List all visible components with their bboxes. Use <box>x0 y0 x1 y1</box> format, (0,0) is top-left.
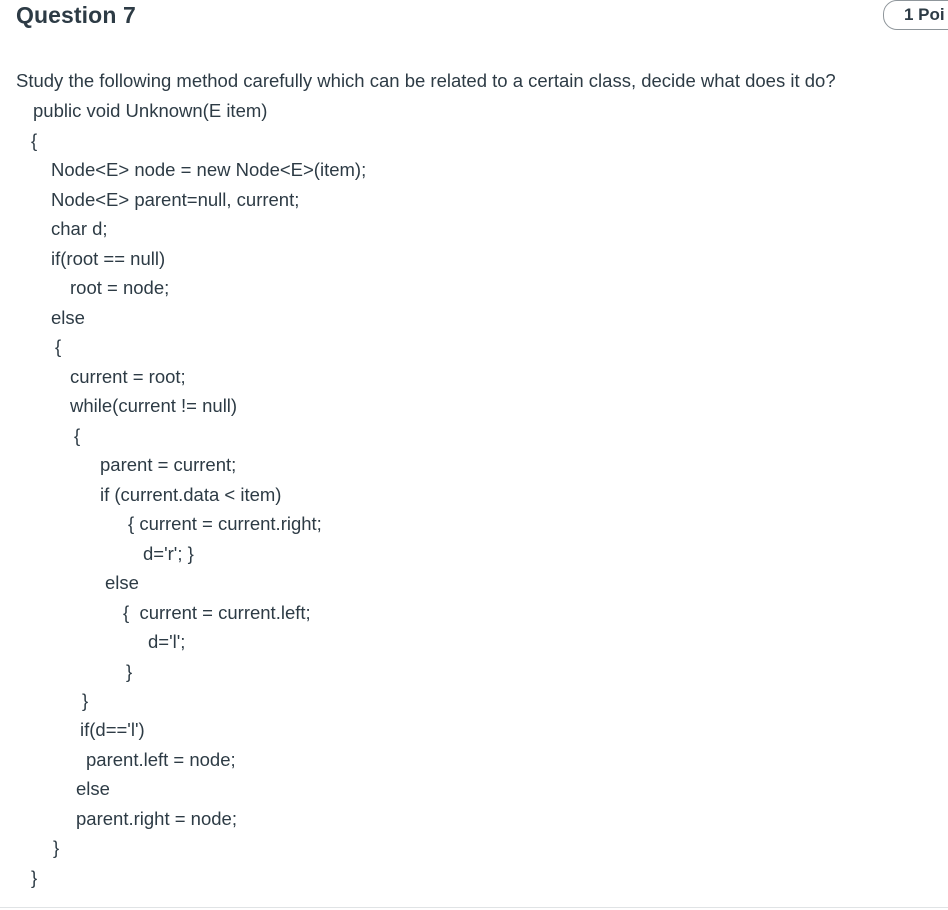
code-line: else <box>105 572 139 593</box>
code-line: root = node; <box>70 277 170 298</box>
code-line: { current = current.left; <box>123 602 311 623</box>
code-line: parent.left = node; <box>86 749 236 770</box>
code-line: parent = current; <box>100 454 237 475</box>
code-line: else <box>76 778 110 799</box>
code-line: if(root == null) <box>51 248 166 269</box>
code-line: { current = current.right; <box>128 513 322 534</box>
code-line: { <box>31 130 38 151</box>
code-line: { <box>55 336 62 357</box>
code-line: while(current != null) <box>70 395 238 416</box>
code-line: d='r'; } <box>143 543 194 564</box>
question-prompt: Study the following method carefully which can be related to a certain class, decide what does it do? <box>16 70 836 91</box>
code-line: } <box>31 867 38 888</box>
code-line: { <box>74 425 81 446</box>
points-badge: 1 Poi <box>883 0 948 30</box>
code-line: } <box>82 690 89 711</box>
code-line: parent.right = node; <box>76 808 237 829</box>
code-line: Node<E> node = new Node<E>(item); <box>51 159 367 180</box>
code-line: current = root; <box>70 366 186 387</box>
code-line: } <box>126 661 133 682</box>
code-line: } <box>53 837 60 858</box>
question-title: Question 7 <box>16 2 136 28</box>
code-line: if(d=='l') <box>80 719 145 740</box>
code-line: Node<E> parent=null, current; <box>51 189 300 210</box>
code-line: if (current.data < item) <box>100 484 282 505</box>
bottom-divider <box>0 907 948 908</box>
code-line: public void Unknown(E item) <box>33 100 268 121</box>
code-line: else <box>51 307 85 328</box>
code-line: d='l'; <box>148 631 186 652</box>
code-line: char d; <box>51 218 108 239</box>
question-header <box>0 0 948 40</box>
